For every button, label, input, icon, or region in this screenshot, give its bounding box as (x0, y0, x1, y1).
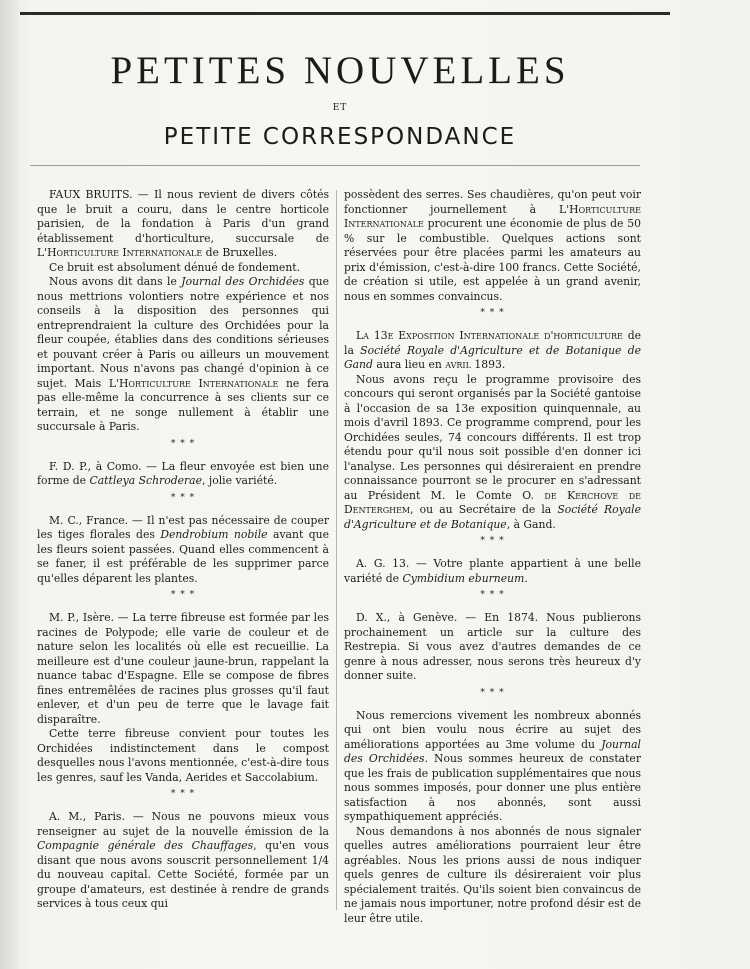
text: procurent une économie de plus de 50 % sur le combustible. Quelques actions sont réservées pour être placées parmi les amateurs au prix d'émission, c'est-à-dire 100 francs. Cette Société, de création si utile, est appelée à un grand avenir, nous en sommes convaincus. (344, 217, 641, 303)
text: possèdent des serres. Ses chaudières, qu'on peut voir fonctionner journellement à (344, 188, 641, 216)
journal-title: Journal des Orchidées (181, 275, 305, 288)
date-text: avril 1893 (445, 358, 502, 371)
item-text: — Il n'est pas nécessaire de couper les tiges florales des (37, 513, 329, 541)
item-text: — La terre fibreuse est formée par les racines de Polypode; elle varie de couleur et de nature selon les localités où elle est recueillie. La meilleure est d'une couleur jaune-brun, rappelant la nuance tabac d'Espagne. Elle se compose de fibres fines entremêlées de racines plus grosses qu'il faut enlever, et d'un peu de terre que le lavage fait disparaître. (37, 611, 329, 726)
section-separator: * * * (170, 438, 196, 449)
brand-name: L'Horticulture Internationale (108, 376, 279, 390)
text: Nous avons reçu le programme provisoire des concours qui seront organisés par la Société gantoise à l'occasion de sa 13e exposition quinquennale, au mois d'avril 1893. Ce programme comprend, pour les Orchidées seules, 74 concours différents. Il est trop étendu pour qu'il nous soit possible d'en donner ici l'analyse. Les personnes qui désireraient en prendre connaissance pourront se le procurer en s'adressant au Président M. le Comte (344, 372, 641, 502)
item-lead: A. G. 13. (356, 557, 410, 570)
paragraph: Nous demandons à nos abonnés de nous signaler quelles autres améliorations pourraient leur être agréables. Nous les prions aussi de nous indiquer quels genres de culture ils désireraient voir plus spécialement traités. Qu'ils soient bien convaincus de ne jamais nous importuner, notre profond désir est de leur être utile. (344, 824, 641, 925)
page-subtitle: PETITE CORRESPONDANCE (163, 124, 517, 150)
item-text: — La fleur envoyée est bien une forme de (37, 459, 329, 487)
plant-name: Cattleya Schroderae (89, 474, 202, 487)
item-dx (344, 611, 641, 684)
paragraph (37, 275, 329, 435)
left-column (37, 188, 329, 912)
item-lead: M. P., Isère. (49, 611, 115, 624)
item-text: — Nous ne pouvons mieux vous renseigner au sujet de la nouvelle émission de la (37, 810, 329, 838)
company-name: Compagnie générale des Chauffages (37, 839, 254, 852)
person-name: O. de Kerchove de Denterghem (344, 488, 641, 516)
plant-name: Cymbidium eburneum (402, 571, 525, 585)
item-mc (37, 514, 329, 587)
item-lead: FAUX BRUITS. (49, 188, 133, 201)
item-text: , qu'en vous disant que nous avons souscrit personnellement 1/4 du nouveau capital. Cette Société, formée par un groupe d'amateurs, est destinée à rendre de grands services à tous ceux qui (37, 839, 329, 910)
text: , ou au Secrétaire de la (410, 503, 558, 516)
paragraph (344, 373, 641, 533)
paragraph: Cette terre fibreuse convient pour toutes les Orchidées indistinctement dans le compost desquelles nous l'avons mentionnée, c'est-à-dire tous les genres, sauf les Vanda, Aerides et Saccolabium. (37, 727, 329, 784)
section-separator: * * * (480, 536, 505, 546)
section-separator: * * * (170, 590, 196, 600)
item-text: — Votre plante appartient à une belle variété de (344, 557, 641, 585)
item-lead: M. C., France. (49, 513, 129, 527)
top-rule (20, 12, 670, 15)
text: . (501, 358, 506, 371)
paragraph: Ce bruit est absolument dénué de fondement. (49, 260, 301, 274)
section-separator: * * * (480, 308, 505, 318)
item-am (37, 810, 329, 912)
item-fdp (37, 460, 329, 489)
journal-title: Journal des Orchidées (344, 737, 641, 765)
title-conjunction: ET (332, 103, 348, 113)
text: Nous remercions vivement les nombreux abonnés qui ont bien voulu nous écrire au sujet des améliorations apportées au 3me volume du (344, 708, 641, 751)
brand-name: L'Horticulture Internationale (344, 202, 641, 230)
page-title: PETITES NOUVELLES (110, 49, 570, 92)
society-name: Société Royale d'Agriculture et de Botanique (344, 503, 641, 531)
item-lead: F. D. P., à Como. (49, 459, 142, 473)
text: . Nous sommes heureux de constater que les frais de publication supplémentaires que nous nous sommes imposés, pour donner une plus entière satisfaction à nos abonnés, sont aussi sympathiquement appréciés. (344, 752, 641, 823)
item-ag (344, 557, 641, 586)
item-exposition (344, 329, 641, 373)
item-remerciements (344, 709, 641, 825)
item-lead: La 13e Exposition Internationale d'horticulture (356, 329, 623, 342)
item-lead: D. X., à Genève. (356, 611, 458, 624)
text: ne fera pas elle-même la concurrence à ses clients sur ce terrain, et ne songe nullement à établir une succursale à Paris. (37, 376, 329, 433)
paragraph-continued (344, 188, 641, 304)
section-separator: * * * (480, 590, 505, 600)
section-separator: * * * (170, 492, 196, 503)
header-rule (30, 165, 640, 166)
item-lead: A. M., Paris. (49, 810, 125, 823)
item-text: avant que les fleurs soient passées. Quand elles commencent à se faner, il est préférable de les supprimer parce qu'elles déparent les plantes. (37, 528, 329, 585)
item-text: , jolie variété. (202, 474, 278, 487)
item-faux-bruits (37, 188, 329, 261)
item-text: — En 1874. Nous publierons prochainement un article sur la culture des Restrepia. Si vous avez d'autres demandes de ce genre à nous adresser, nous serons très heureux d'y donner suite. (344, 611, 641, 682)
item-text: . (524, 571, 528, 585)
item-text: — Il nous revient de divers côtés que le bruit a couru, dans le centre horticole parisien, de la fondation à Paris d'un grand établissement d'horticulture, succursale de (37, 188, 330, 245)
right-column (344, 188, 641, 926)
item-text: de Bruxelles. (202, 246, 278, 259)
text: que nous mettrions volontiers notre expérience et nos conseils à la disposition des personnes qui entreprendraient la culture des Orchidées pour la fleur coupée, établies dans des conditions sérieuses et pouvant créer à Paris ou ailleurs un mouvement important. Nous n'avons pas changé d'opinion à ce sujet. Mais (37, 275, 329, 390)
section-separator: * * * (480, 687, 505, 698)
text: aura lieu en (372, 358, 446, 371)
text: Nous avons dit dans le (49, 275, 182, 288)
brand-name: L'Horticulture Internationale (37, 246, 203, 259)
column-divider (336, 190, 337, 910)
plant-name: Dendrobium nobile (160, 528, 268, 541)
text: , à Gand. (506, 517, 556, 531)
society-name: Société Royale d'Agriculture et de Botanique de Gand (344, 343, 641, 371)
item-mp (37, 611, 329, 727)
section-separator: * * * (170, 789, 196, 799)
text: de la (344, 329, 641, 357)
